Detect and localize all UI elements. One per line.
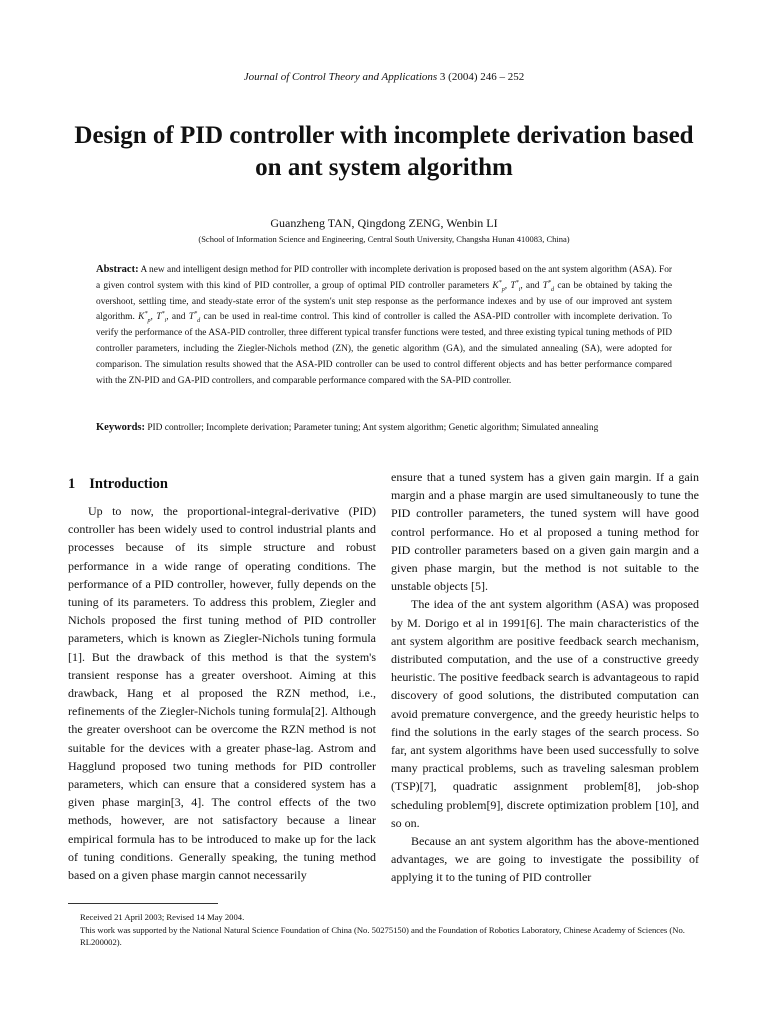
section-title: Introduction xyxy=(89,476,168,492)
left-column xyxy=(68,502,376,884)
symbol-ti: $T^*_i$ xyxy=(510,279,521,293)
footnote-rule xyxy=(68,903,218,904)
symbol-ti-2: $T^*_i$ xyxy=(156,311,167,325)
symbol-kp-2: $K^*_p$ xyxy=(138,311,151,325)
keywords-label: Keywords: xyxy=(96,422,145,433)
intro-paragraph-2: The idea of the ant system algorithm (ASA) was proposed by M. Dorigo et al in 1991[6]. The main characteristics of the ant system algorithm are positive feedback search mechanism, distributed computation, and the use of a constructive greedy heuristic. The positive feedback search is advantageous to rapid discovery of good solutions, the distributed computation can avoid premature convergence, and the greedy heuristic helps to find the solutions in the early stages of the search process. So far, ant system algorithms have been used successfully to solve many practical problems, such as traveling salesman problem (TSP)[7], quadratic assignment problem[8], job-shop scheduling problem[9], discrete optimization problem [10], and so on. xyxy=(391,597,699,830)
authors: Guanzheng TAN, Qingdong ZENG, Wenbin LI xyxy=(270,216,498,230)
section-heading xyxy=(68,476,168,493)
affiliation: (School of Information Science and Engineering, Central South University, Changsha Hunan 410083, China) xyxy=(198,234,570,244)
journal-name: Journal of Control Theory and Applications xyxy=(243,71,438,83)
keywords-text: PID controller; Incomplete derivation; Parameter tuning; Ant system algorithm; Genetic algorithm; Simulated annealing xyxy=(147,423,599,433)
abstract: Abstract: A new and intelligent design method for PID controller with incomplete derivation is proposed based on the ant system algorithm (ASA). For a given control system with this kind of PID controller, a group of optimal PID controller parameters $K^*_p$, $T^*_i$, and $T^*_d$ can be obtained by taking the overshoot, settling time, and steady-state error of the system's unit step response as the performance indexes and by use of our improved ant system algorithm. $K^*_p$, $T^*_i$, and $T^*_d$ can be used in real-time control. This kind of controller is called the ASA-PID controller with incomplete derivation. To verify the performance of the ASA-PID controller, three different typical transfer functions were tested, and three existing typical tuning methods of PID controller parameters, including the Ziegler-Nichols method (ZN), the genetic algorithm (GA), and the simulated annealing (SA), were adopted for comparison. The simulation results showed that the ASA-PID controller can be used to control different objects and has better performance compared with the ZN-PID and GA-PID controllers, and comparable performance compared with the SA-PID controller. xyxy=(96,264,673,386)
symbol-td-2: $T^*_d$ xyxy=(188,311,201,325)
abstract-label: Abstract: xyxy=(96,264,139,275)
abstract-part2: can be obtained by taking the overshoot, settling time, and steady-state error of the system's unit step response as the performance indexes and by use of our improved ant system algorithm. xyxy=(96,280,673,323)
footnote-received: Received 21 April 2003; Revised 14 May 2004. xyxy=(80,912,245,922)
abstract-part3: can be used in real-time control. This kind of controller is called the ASA-PID controller with incomplete derivation. To verify the performance of the ASA-PID controller, three different typical transfer functions were tested, and three existing typical tuning methods of PID controller parameters, including the Ziegler-Nichols method (ZN), the genetic algorithm (GA), and the simulated annealing (SA), were adopted for comparison. The simulation results showed that the ASA-PID controller can be used to control different objects and has better performance compared with the ZN-PID and GA-PID controllers, and comparable performance compared with the SA-PID controller. xyxy=(96,312,672,386)
symbol-td: $T^*_d$ xyxy=(542,279,555,293)
journal-header xyxy=(0,71,768,83)
right-column xyxy=(391,468,699,887)
abstract-part1: A new and intelligent design method for PID controller with incomplete derivation is proposed based on the ant system algorithm (ASA). For a given control system with this kind of PID controller, a group of optimal PID controller parameters xyxy=(96,265,673,291)
section-number: 1 xyxy=(68,476,76,492)
symbol-kp: $K^*_p$ xyxy=(492,279,505,293)
intro-paragraph-3: Because an ant system algorithm has the above-mentioned advantages, we are going to investigate the possibility of applying it to the tuning of PID controller xyxy=(391,834,699,885)
footnotes xyxy=(80,911,704,949)
intro-paragraph-1: Up to now, the proportional-integral-derivative (PID) controller has been widely used to control industrial plants and processes because of its simple structure and robust performance in a wide range of operating conditions. The performance of a PID controller, however, fully depends on the tuning of its parameters. To address this problem, Ziegler and Nichols proposed the first tuning method of PID controller parameters, which is known as Ziegler-Nichols tuning formula [1]. But the drawback of this method is that the system's transient response has a greater overshoot. Aiming at this drawback, Hang et al proposed the RZN method, i.e., refinements of the Ziegler-Nichols tuning formula[2]. Although the greater overshoot can be overcome the RZN method is not suitable for the devices with a greater phase-lag. Astrom and Hagglund proposed two tuning methods for PID controller parameters, which can ensure that a considered system has a given phase margin[3, 4]. The control effects of the two methods, however, are not satisfactory because a linear empirical formula has to be introduced to make up for the lack of tuning conditions. Generally speaking, the tuning method based on a given phase margin cannot necessarily xyxy=(68,504,376,883)
intro-paragraph-continued: ensure that a tuned system has a given gain margin. If a gain margin and a phase margin are used simultaneously to tune the PID controller parameters, the tuned system will have good control performance. Ho et al proposed a tuning method for PID controller parameters based on a given gain margin and a given phase margin, but the method is not suitable to the unstable objects [5]. xyxy=(391,470,699,594)
paper-title: Design of PID controller with incomplete derivation based on ant system algorithm xyxy=(74,122,694,181)
volume-pages: 3 (2004) 246 – 252 xyxy=(439,71,525,83)
keywords xyxy=(96,420,672,437)
footnote-support: This work was supported by the National Natural Science Foundation of China (No. 50275150) and the Foundation of Robotics Laboratory, Chinese Academy of Sciences (No. RL200002). xyxy=(80,924,685,947)
